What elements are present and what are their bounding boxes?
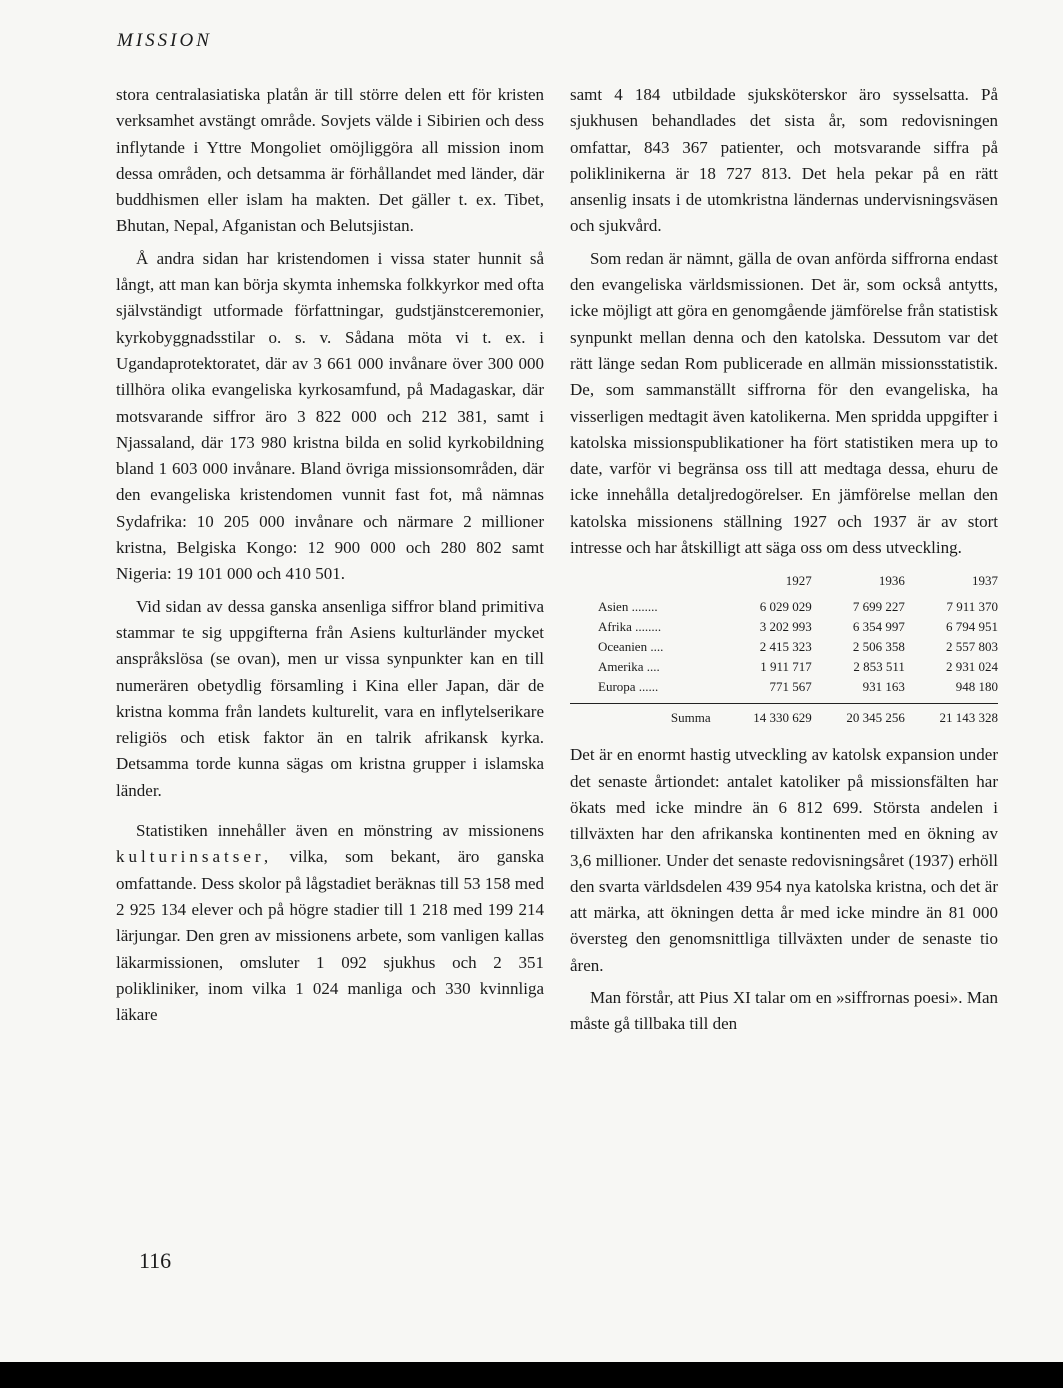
table-sum-row [570,704,998,729]
table-cell: 6 354 997 [852,619,905,635]
table-cell: 7 699 227 [852,599,905,615]
table-header-year: 1936 [878,573,905,589]
table-sum-label: Summa [570,704,719,729]
catholic-mission-statistics-table [570,571,998,728]
right-paragraph-2: Som redan är nämnt, gälla de ovan anförda siffrorna endast den evangeliska världsmissionen. Det är, som också antytts, icke möjligt att göra en genomgående jämförelse från statistisk synpunkt mellan denna och den katolska. Dessutom var det rätt länge sedan Rom publicerade en allmän missionsstatistik. De, som sammanställt siffrorna för den evangeliska, ha visserligen medtagit även katolikerna. Men spridda uppgifter i katolska missionspublikationer ha fört statistiken mera up to date, varför vi begränsa oss till att medtaga dessa, ehuru de icke innehålla detaljredogörelser. En jämförelse mellan den katolska missionens ställning 1927 och 1937 är av stort intresse och har åtskilligt att säga oss om dess utveckling. [570,248,998,558]
table-row [570,677,998,704]
left-paragraph-4-end: vilka, som bekant, äro ganska omfattande. Dess skolor på lågstadiet beräknas till 53 158 med 2 925 134 elever och på högre stadier till 1 218 med 199 214 lärjungar. Den gren av missionens arbete, som vanligen kallas läkarmissionen, omsluter 1 092 sjukhus och 2 351 polikliniker, inom vilka 1 024 manliga och 330 kvinnliga läkare [116,847,545,1025]
left-paragraph-4 [116,818,544,1028]
left-paragraph-3: Vid sidan av dessa ganska ansenliga siffror bland primitiva stammar te sig uppgifterna från Asiens kulturländer mycket anspråkslösa (se ovan), men ur vissa synpunkter kan en till numerären obetydlig församling i Kina eller Japan, där de kristna komma från landets kulturelit, vara en inflytelserikare religiös och etisk faktor än en talrik afrikansk kyrka. Detsamma torde kunna sägas om kristna grupper i islamska länder. [116,596,544,800]
table-header-region [570,571,719,597]
left-column [116,82,544,1028]
spaced-emphasis: kulturinsatser, [116,847,273,867]
table-row [570,637,998,657]
table-cell: 1 911 717 [760,659,812,675]
table-sum-cell: 20 345 256 [812,704,905,729]
table-cell: 771 567 [769,679,812,695]
right-paragraph-3: Det är en enormt hastig utveckling av katolsk expansion under det senaste årtiondet: antalet katoliker på missionsfälten har ökats med icke mindre än 6 812 699. Största andelen i tillväxten har den afrikanska kontinenten med en ökning av 3,6 millioner. Under det senaste redovisningsåret (1937) erhöll den svarta världsdelen 439 954 nya katolska kristna, och det är att märka, att ökningen detta år med icke mindre än 81 000 översteg den genomsnittliga tillväxten under de senaste tio åren. [570,745,998,975]
table-cell: 7 911 370 [946,599,998,615]
table-cell-region: Oceanien .... [598,639,664,655]
table-cell: 931 163 [862,679,905,695]
table-cell: 2 415 323 [759,639,812,655]
page-number: 116 [139,1248,172,1273]
table-sum-cell: 14 330 629 [719,704,812,729]
left-paragraph-4-start: Statistiken innehåller även en mönstring av missionens [136,821,544,841]
table-row [570,597,998,617]
table-cell: 948 180 [955,679,998,695]
table-cell: 6 029 029 [759,599,812,615]
left-paragraph-2: Å andra sidan har kristendomen i vissa stater hunnit så långt, att man kan börja skymta inhemska folkkyrkor med ofta självständigt utformade författningar, gudstjänstceremonier, kyrkobyggnadsstilar o. s. v. Sådana möta vi t. ex. i Ugandaprotektoratet, där av 3 661 000 invånare över 300 000 tillhöra olika evangeliska kyrkosamfund, på Madagaskar, där motsvarande siffror äro 3 822 000 och 212 381, samt i Njassaland, där 173 980 kristna bilda en solid kyrkobildning bland 1 603 000 invånare. Bland övriga missionsområden, där den evangeliska kristendomen vunnit fast fot, må nämnas Sydafrika: 10 205 000 invånare och närmare 2 millioner kristna, Belgiska Kongo: 12 900 000 och 280 802 samt Nigeria: 19 101 000 och 410 501. [116,248,544,584]
table-cell: 3 202 993 [759,619,812,635]
table-row [570,657,998,677]
table-cell: 2 506 358 [852,639,905,655]
table-header-year: 1927 [785,573,812,589]
table-cell-region: Amerika .... [598,659,660,675]
table-cell: 2 853 511 [853,659,905,675]
right-column [570,82,998,1038]
table-cell: 2 557 803 [946,639,998,655]
table-cell: 6 794 951 [946,619,998,635]
scan-edge-bar [0,1362,1063,1388]
table-header-row [570,571,998,597]
table-cell-region: Afrika ........ [598,619,662,635]
table-cell-region: Europa ...... [598,679,659,695]
right-paragraph-4: Man förstår, att Pius XI talar om en »siffrornas poesi». Man måste gå tillbaka till den [570,988,998,1034]
table-cell: 2 931 024 [946,659,998,675]
right-paragraph-1: samt 4 184 utbildade sjuksköterskor äro sysselsatta. På sjukhusen behandlades det sista år, som redovisningen omfattar, 843 367 patienter, och motsvarande siffra på poliklinikerna är 18 727 813. Det hela pekar på en rätt ansenlig insats i de utomkristna ländernas undervisningsväsen och sjukvård. [570,85,998,236]
table-cell-region: Asien ........ [598,599,658,615]
table-row [570,617,998,637]
running-title: MISSION [117,30,212,51]
left-paragraph-1: stora centralasiatiska platån är till större delen ett för kristen verksamhet avstängt område. Sovjets välde i Sibirien och dess inflytande i Yttre Mongoliet omöjliggöra all mission inom dessa områden, och detsamma är förhållandet med länder, där buddhismen eller islam ha makten. Det gäller t. ex. Tibet, Bhutan, Nepal, Afganistan och Belutsjistan. [116,85,544,236]
table-header-year: 1937 [972,573,998,589]
table-sum-cell: 21 143 328 [905,704,998,729]
